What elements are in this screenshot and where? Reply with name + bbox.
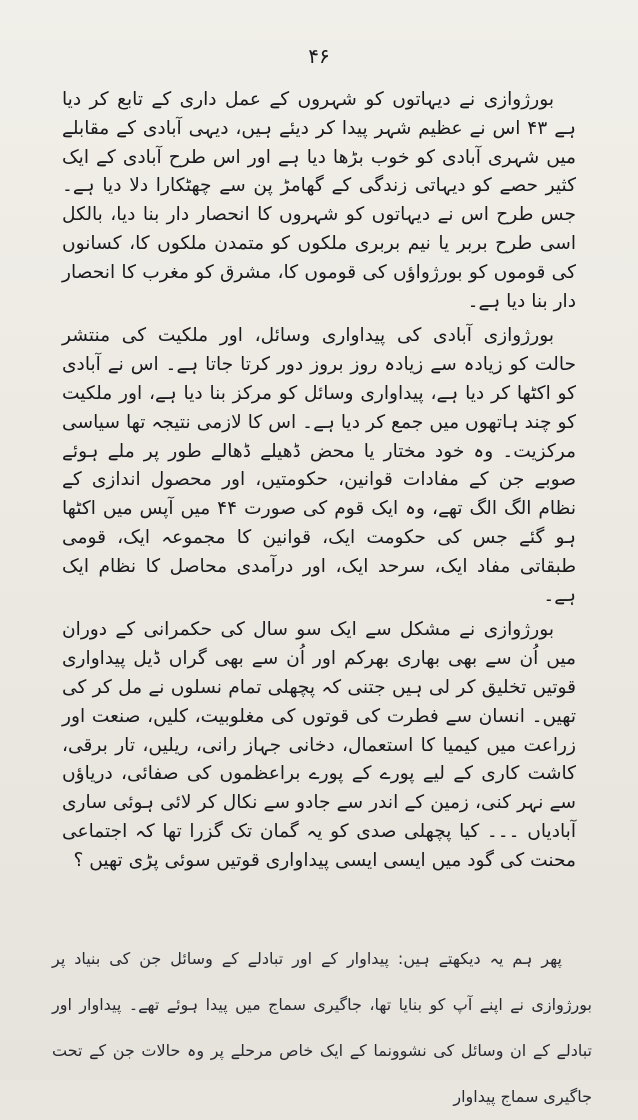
page-number: ۴۶ <box>308 44 330 68</box>
footnote-text: پھر ہم یہ دیکھتے ہیں: پیداوار کے اور تبادلے کے وسائل جن کی بنیاد پر بورژوازی نے اپنے آپ کو بنایا تھا، جاگیری سماج میں پیدا ہوئے تھے۔ پیداوار اور تبادلے کے ان وسائل کی نشوونما کے ایک خاص مرحلے پر وہ حالات جن کے تحت جاگیری سماج پیداوار <box>52 949 592 1106</box>
footnote <box>52 936 592 1120</box>
main-text <box>62 86 576 876</box>
paragraph: بورژوازی آبادی کی پیداواری وسائل، اور ملکیت کی منتشر حالت کو زیادہ سے زیادہ روز بروز دور کرتا جاتا ہے۔ اس نے آبادی کو اکٹھا کر دیا ہے، پیداواری وسائل کو مرکز بنا دیا ہے، اور ملکیت کو چند ہاتھوں میں جمع کر دیا ہے۔ اس کا لازمی نتیجہ تھا سیاسی مرکزیت۔ وہ خود مختار یا محض ڈھیلے ڈھالے طور پر ملے ہوئے صوبے جن کے مفادات قوانین، حکومتیں، اور محصول اندازی کے نظام الگ الگ تھے، وہ ایک قوم کی صورت ۴۴ میں آپس میں اکٹھا ہو گئے جس کی حکومت ایک، قوانین کا مجموعہ ایک، قومی طبقاتی مفاد ایک، سرحد ایک، اور درآمدی محاصل کا نظام ایک ہے۔ <box>62 325 576 606</box>
paragraph: بورژوازی نے مشکل سے ایک سو سال کی حکمرانی کے دوران میں اُن سے بھی بھاری بھرکم اور اُن سے بھی گراں ڈیل پیداواری قوتیں تخلیق کر لی ہیں جتنی کہ پچھلی تمام نسلوں نے مل کر کی تھیں۔ انسان سے فطرت کی قوتوں کی مغلوبیت، کلیں، صنعت اور زراعت میں کیمیا کا استعمال، دخانی جہاز رانی، ریلیں، تار برقی، کاشت کاری کے لیے پورے کے پورے براعظموں کی صفائی، دریاؤں سے نہر کنی، زمین کے اندر سے جادو سے نکال کر لائی ہوئی ساری آبادیاں ۔۔۔ کیا پچھلی صدی کو یہ گمان تک گزرا تھا کہ اجتماعی محنت کی گود میں ایسی ایسی پیداواری قوتیں سوئی پڑی تھیں ؟ <box>62 619 576 871</box>
paragraph: بورژوازی نے دیہاتوں کو شہروں کے عمل داری کے تابع کر دیا ہے ۴۳ اس نے عظیم شہر پیدا کر دیئے ہیں، دیہی آبادی کے مقابلے میں شہری آبادی کو خوب بڑھا دیا ہے اور اس طرح آبادی کے ایک کثیر حصے کو دیہاتی زندگی کے گھامڑ پن سے چھٹکارا دلا دیا ہے۔ جس طرح اس نے دیہاتوں کو شہروں کا انحصار دار بنا دیا، بالکل اسی طرح بربر یا نیم بربری ملکوں کو متمدن ملکوں کا، کسانوں کی قوموں کو بورژواؤں کی قوموں کا، مشرق کو مغرب کا انحصار دار بنا دیا ہے۔ <box>62 89 577 312</box>
